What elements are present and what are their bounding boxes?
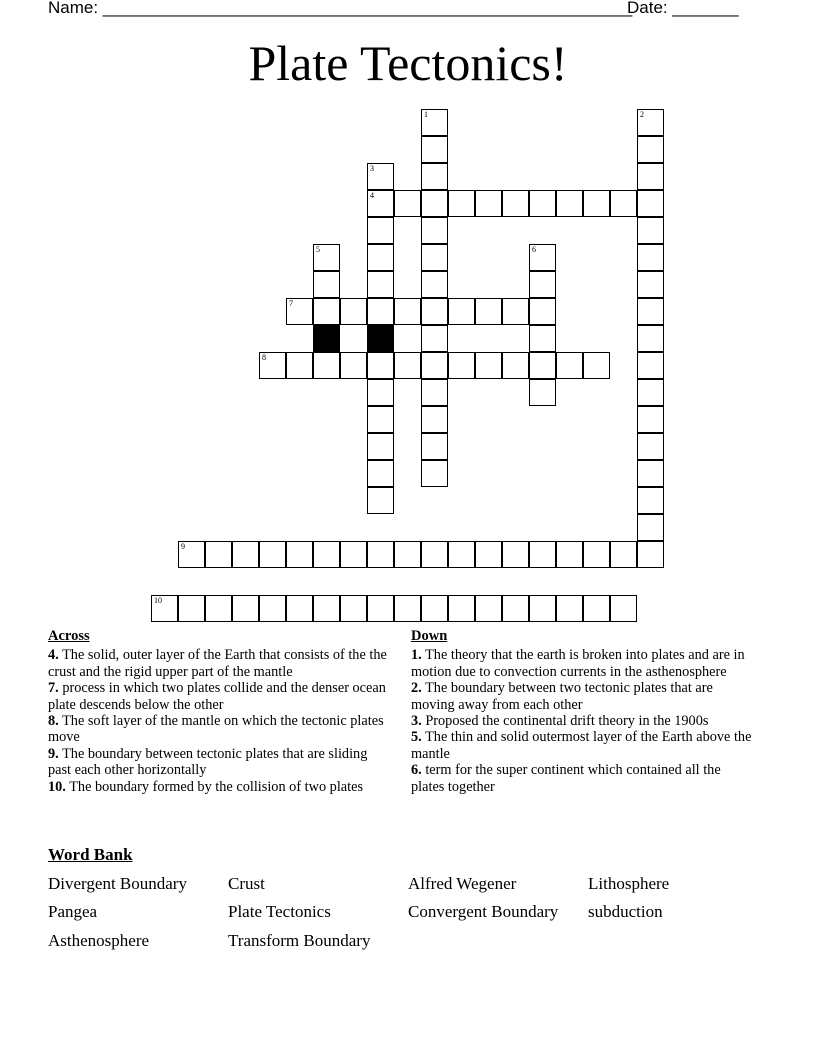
crossword-cell[interactable]: [367, 541, 394, 568]
crossword-cell[interactable]: [421, 433, 448, 460]
crossword-cell[interactable]: [286, 595, 313, 622]
clue-number: 10.: [48, 778, 66, 795]
crossword-cell[interactable]: [529, 541, 556, 568]
crossword-cell[interactable]: [367, 352, 394, 379]
crossword-cell[interactable]: [313, 298, 340, 325]
crossword-block-cell: [367, 325, 394, 352]
crossword-cell[interactable]: [340, 595, 367, 622]
clue-text: process in which two plates collide and the denser ocean plate descends below the other: [48, 680, 386, 713]
crossword-cell[interactable]: [610, 595, 637, 622]
across-clue-10: [48, 779, 388, 795]
clue-text: The boundary between tectonic plates that are sliding past each other horizontally: [48, 745, 368, 779]
crossword-cell[interactable]: [286, 298, 313, 325]
crossword-cell[interactable]: [367, 271, 394, 298]
crossword-cell[interactable]: [205, 595, 232, 622]
crossword-cell[interactable]: [637, 460, 664, 487]
crossword-cell[interactable]: [178, 541, 205, 568]
clue-number-label: 1: [424, 110, 428, 119]
crossword-cell[interactable]: [556, 352, 583, 379]
crossword-cell[interactable]: [502, 352, 529, 379]
crossword-cell[interactable]: [421, 325, 448, 352]
down-heading: Down: [411, 628, 448, 644]
word-bank-item: Convergent Boundary: [408, 902, 559, 921]
crossword-cell[interactable]: [637, 271, 664, 298]
clue-number-label: 5: [316, 245, 320, 254]
crossword-cell[interactable]: [367, 217, 394, 244]
clue-text: The theory that the earth is broken into plates and are in motion due to convection currents in the asthenosphere: [411, 647, 745, 680]
date-field-label: Date: _______: [627, 0, 739, 17]
crossword-cell[interactable]: [502, 190, 529, 217]
crossword-cell[interactable]: [421, 352, 448, 379]
crossword-cell[interactable]: [421, 217, 448, 244]
crossword-cell[interactable]: [637, 433, 664, 460]
crossword-cell[interactable]: [475, 298, 502, 325]
crossword-cell[interactable]: [367, 190, 394, 217]
crossword-cell[interactable]: [448, 595, 475, 622]
crossword-cell[interactable]: [475, 352, 502, 379]
crossword-cell[interactable]: [529, 595, 556, 622]
crossword-cell[interactable]: [259, 352, 286, 379]
crossword-block-cell: [313, 325, 340, 352]
clue-number-label: 7: [289, 299, 293, 308]
crossword-cell[interactable]: [340, 352, 367, 379]
crossword-cell[interactable]: [637, 190, 664, 217]
crossword-cell[interactable]: [367, 595, 394, 622]
crossword-cell[interactable]: [394, 352, 421, 379]
crossword-cell[interactable]: [637, 136, 664, 163]
clue-text: The boundary formed by the collision of two plates: [69, 778, 364, 795]
crossword-cell[interactable]: [340, 541, 367, 568]
crossword-cell[interactable]: [205, 541, 232, 568]
clue-number-label: 2: [640, 110, 644, 119]
down-clue-1: [411, 647, 756, 680]
clue-number: 4.: [48, 647, 59, 664]
crossword-cell[interactable]: [529, 244, 556, 271]
crossword-cell[interactable]: [502, 541, 529, 568]
crossword-cell[interactable]: [394, 190, 421, 217]
word-bank-title: Word Bank: [48, 845, 133, 864]
crossword-cell[interactable]: [178, 595, 205, 622]
clue-number-label: 8: [262, 353, 266, 362]
crossword-cell[interactable]: [529, 298, 556, 325]
crossword-cell[interactable]: [151, 595, 178, 622]
crossword-cell[interactable]: [421, 163, 448, 190]
clue-text: term for the super continent which contained all the plates together: [411, 762, 721, 795]
crossword-cell[interactable]: [394, 298, 421, 325]
clue-text: The thin and solid outermost layer of the Earth above the mantle: [411, 729, 752, 762]
down-clue-6: [411, 762, 756, 795]
across-clue-7: [48, 680, 388, 713]
word-bank-item: Transform Boundary: [228, 931, 371, 950]
word-bank-item: Asthenosphere: [48, 931, 150, 950]
crossword-cell[interactable]: [313, 541, 340, 568]
crossword-cell[interactable]: [367, 298, 394, 325]
across-clue-9: [48, 746, 388, 779]
down-clue-3: [411, 713, 756, 729]
crossword-cell[interactable]: [286, 352, 313, 379]
crossword-cell[interactable]: [637, 541, 664, 568]
clue-number-label: 6: [532, 245, 536, 254]
word-bank-item: Alfred Wegener: [408, 874, 517, 893]
crossword-cell[interactable]: [421, 541, 448, 568]
crossword-cell[interactable]: [367, 163, 394, 190]
clue-text: The boundary between two tectonic plates that are moving away from each other: [411, 680, 713, 713]
clue-text: The solid, outer layer of the Earth that consists of the the crust and the rigid upper part of the mantle: [48, 647, 387, 680]
clue-number: 3.: [411, 713, 422, 730]
across-clues: [48, 628, 388, 795]
crossword-cell[interactable]: [637, 379, 664, 406]
page-title: Plate Tectonics!: [248, 35, 568, 91]
crossword-cell[interactable]: [556, 541, 583, 568]
crossword-cell[interactable]: [394, 595, 421, 622]
crossword-cell[interactable]: [637, 298, 664, 325]
word-bank-item: Divergent Boundary: [48, 874, 187, 893]
crossword-cell[interactable]: [232, 541, 259, 568]
across-heading: Across: [48, 628, 90, 644]
crossword-cell[interactable]: [313, 352, 340, 379]
across-clue-4: [48, 647, 388, 680]
crossword-cell[interactable]: [421, 271, 448, 298]
clue-number-label: 9: [181, 542, 185, 551]
crossword-cell[interactable]: [448, 541, 475, 568]
crossword-cell[interactable]: [421, 109, 448, 136]
clue-number: 6.: [411, 762, 422, 779]
crossword-cell[interactable]: [367, 379, 394, 406]
crossword-cell[interactable]: [529, 271, 556, 298]
down-clue-2: [411, 680, 756, 713]
word-bank-item: Lithosphere: [588, 874, 670, 893]
crossword-cell[interactable]: [637, 406, 664, 433]
crossword-cell[interactable]: [367, 244, 394, 271]
clue-text: Proposed the continental drift theory in the 1900s: [425, 713, 709, 730]
crossword-cell[interactable]: [421, 298, 448, 325]
crossword-cell[interactable]: [421, 595, 448, 622]
word-bank-item: Plate Tectonics: [228, 902, 331, 921]
crossword-cell[interactable]: [448, 298, 475, 325]
clue-number-label: 10: [154, 596, 162, 605]
crossword-cell[interactable]: [529, 325, 556, 352]
crossword-cell[interactable]: [394, 541, 421, 568]
crossword-cell[interactable]: [583, 190, 610, 217]
clue-number: 2.: [411, 680, 422, 697]
crossword-cell[interactable]: [637, 244, 664, 271]
crossword-cell[interactable]: [529, 190, 556, 217]
crossword-cell[interactable]: [637, 109, 664, 136]
word-bank-item: subduction: [588, 902, 663, 921]
crossword-cell[interactable]: [637, 352, 664, 379]
down-clues: [411, 628, 756, 795]
crossword-cell[interactable]: [232, 595, 259, 622]
crossword-cell[interactable]: [259, 541, 286, 568]
crossword-cell[interactable]: [286, 541, 313, 568]
clue-number: 1.: [411, 647, 422, 664]
crossword-cell[interactable]: [313, 244, 340, 271]
crossword-cell[interactable]: [583, 595, 610, 622]
crossword-cell[interactable]: [637, 217, 664, 244]
crossword-cell[interactable]: [367, 406, 394, 433]
crossword-cell[interactable]: [556, 595, 583, 622]
clue-number: 8.: [48, 713, 59, 730]
crossword-cell[interactable]: [529, 379, 556, 406]
crossword-cell[interactable]: [502, 298, 529, 325]
crossword-cell[interactable]: [421, 136, 448, 163]
crossword-cell[interactable]: [448, 352, 475, 379]
crossword-cell[interactable]: [367, 433, 394, 460]
crossword-cell[interactable]: [475, 190, 502, 217]
clue-number: 5.: [411, 729, 422, 746]
crossword-cell[interactable]: [529, 352, 556, 379]
word-bank-item: Pangea: [48, 902, 98, 921]
crossword-cell[interactable]: [340, 298, 367, 325]
crossword-cell[interactable]: [637, 163, 664, 190]
crossword-cell[interactable]: [313, 271, 340, 298]
name-field-label: Name: ________________________________________________________: [48, 0, 633, 17]
crossword-cell[interactable]: [610, 541, 637, 568]
down-clue-5: [411, 729, 756, 762]
crossword-cell[interactable]: [502, 595, 529, 622]
crossword-cell[interactable]: [448, 190, 475, 217]
crossword-cell[interactable]: [637, 514, 664, 541]
clue-number: 9.: [48, 745, 59, 762]
crossword-cell[interactable]: [421, 406, 448, 433]
crossword-cell[interactable]: [421, 460, 448, 487]
clue-number-label: 3: [370, 164, 374, 173]
crossword-cell[interactable]: [583, 541, 610, 568]
crossword-cell[interactable]: [367, 487, 394, 514]
crossword-cell[interactable]: [313, 595, 340, 622]
clue-number: 7.: [48, 680, 59, 697]
crossword-cell[interactable]: [259, 595, 286, 622]
clue-number-label: 4: [370, 191, 374, 200]
crossword-cell[interactable]: [610, 190, 637, 217]
crossword-cell[interactable]: [421, 379, 448, 406]
crossword-cell[interactable]: [637, 487, 664, 514]
crossword-cell[interactable]: [475, 595, 502, 622]
crossword-cell[interactable]: [475, 541, 502, 568]
clue-text: The soft layer of the mantle on which the tectonic plates move: [48, 713, 384, 746]
crossword-cell[interactable]: [421, 244, 448, 271]
word-bank-item: Crust: [228, 874, 265, 893]
crossword-cell[interactable]: [367, 460, 394, 487]
crossword-cell[interactable]: [583, 352, 610, 379]
crossword-cell[interactable]: [421, 190, 448, 217]
crossword-cell[interactable]: [556, 190, 583, 217]
crossword-cell[interactable]: [637, 325, 664, 352]
across-clue-8: [48, 713, 388, 746]
